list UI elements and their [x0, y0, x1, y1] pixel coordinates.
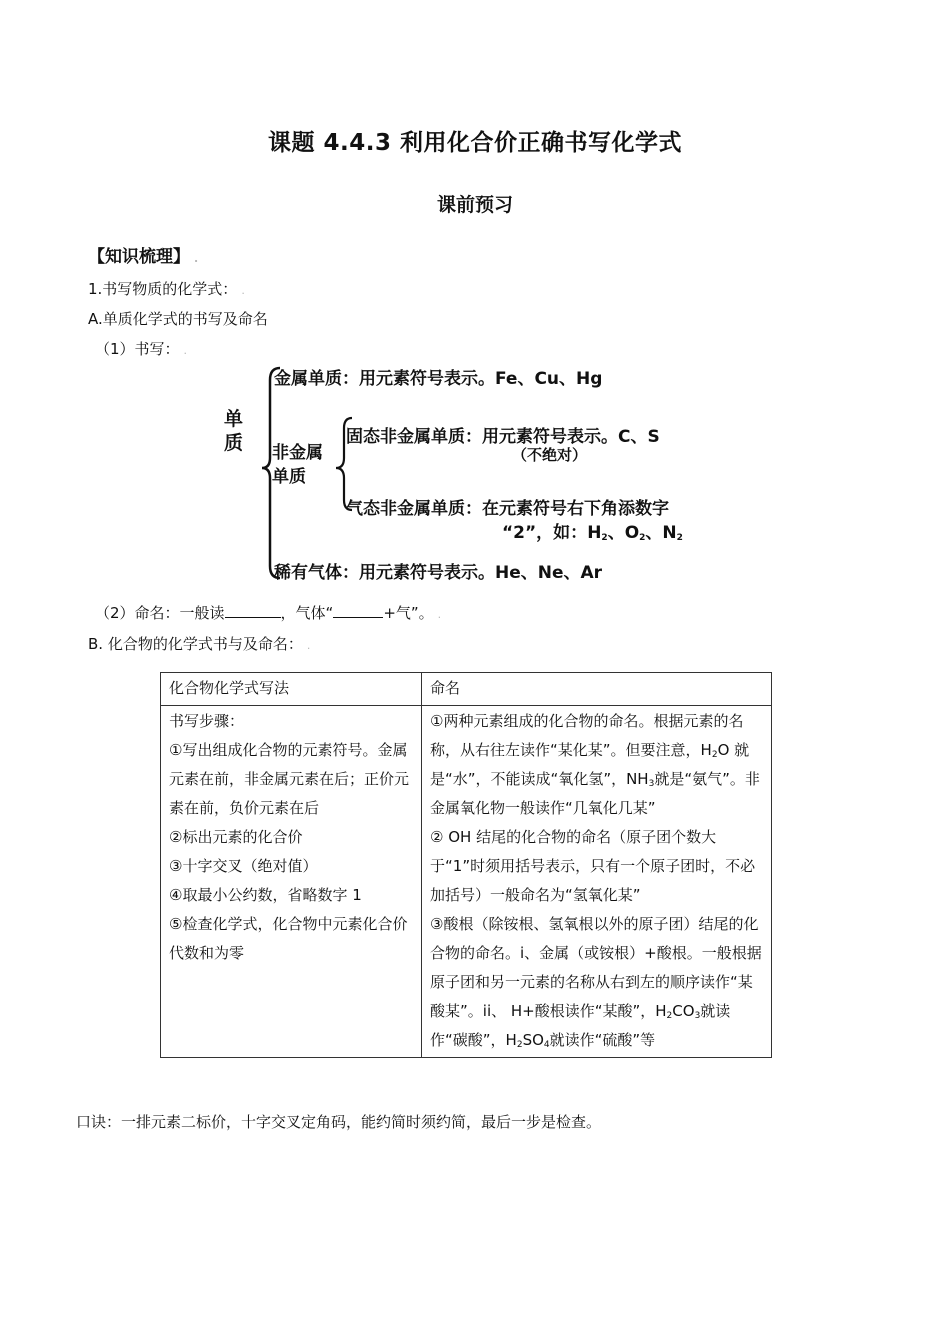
diagram-solid: 固态非金属单质：用元素符号表示。C、S: [346, 427, 660, 447]
naming-rule-3: ③酸根（除铵根、氢氧根以外的原子团）结尾的化合物的命名。i、金属（或铵根）+酸根。一般根据原子团和另一元素的名称从右到左的顺序读作“某酸某”。ii、 H+酸根读作“某酸”，$H_2CO_3$就读作“碳酸”，$H_2SO_4$就读作“硫酸”等: [430, 915, 762, 1050]
step-title: 书写步骤：: [169, 712, 245, 730]
page-subtitle: 课前预习: [436, 194, 513, 216]
writing-steps-cell: [161, 706, 422, 1058]
element-substance-diagram: [220, 358, 740, 590]
step-4: ④取最小公约数，省略数字 1: [169, 886, 362, 904]
line-naming: （2）命名：一般读 ，气体“ +气”。 .: [95, 604, 442, 622]
diagram-nonmetal-1: 非金属: [272, 443, 323, 463]
table-header-row: [161, 673, 772, 706]
step-1: ①写出组成化合物的元素符号。金属元素在前，非金属元素在后；正价元素在前，负价元素在后: [169, 741, 410, 817]
diagram-gas-note: “2”，如：$H_2$、$O_2$、$N_2$: [502, 523, 683, 543]
diagram-solid-note: （不绝对）: [512, 446, 588, 464]
compound-table: [160, 672, 772, 1058]
diagram-metal: 金属单质：用元素符号表示。Fe、Cu、Hg: [274, 369, 603, 389]
naming-rules-cell: [422, 706, 772, 1058]
line-compound: B. 化合物的化学式书与及命名： .: [88, 635, 311, 653]
page-title: 课题 4.4.3 利用化合价正确书写化学式: [268, 130, 682, 156]
diagram-root-2: 质: [224, 432, 244, 454]
table-header-writing: 化合物化学式写法: [161, 673, 422, 706]
naming-rule-1: ①两种元素组成的化合物的命名。根据元素的名称，从右往左读作“某化某”。但要注意，$H_2O$ 就是“水”，不能读成“氧化氢”，$NH_3$就是“氨气”。非金属氧化物一般读作“几氧化几某”: [430, 712, 760, 817]
line-formula-writing: 1.书写物质的化学式： .: [88, 280, 245, 298]
line-writing-label: （1）书写： .: [95, 340, 188, 358]
line-element-substance: A.单质化学式的书写及命名: [88, 310, 268, 328]
step-2: ②标出元素的化合价: [169, 828, 303, 846]
naming-rule-2: ② OH 结尾的化合物的命名（原子团个数大于“1”时须用括号表示，只有一个原子团时，不必加括号）一般命名为“氢氧化某”: [430, 828, 756, 904]
diagram-noble-gas: 稀有气体：用元素符号表示。He、Ne、Ar: [274, 563, 603, 583]
table-header-naming: 命名: [422, 673, 772, 706]
mnemonic: 口诀：一排元素二标价，十字交叉定角码，能约简时须约简，最后一步是检查。: [76, 1113, 602, 1131]
step-5: ⑤检查化学式，化合物中元素化合价代数和为零: [169, 915, 408, 962]
blank-1[interactable]: [225, 603, 281, 618]
diagram-nonmetal-2: 单质: [272, 467, 306, 487]
section-heading: 【知识梳理】 .: [88, 247, 199, 267]
diagram-root-1: 单: [224, 408, 244, 430]
diagram-gas: 气态非金属单质：在元素符号右下角添数字: [346, 499, 669, 519]
table-row: [161, 706, 772, 1058]
step-3: ③十字交叉（绝对值）: [169, 857, 318, 875]
blank-2[interactable]: [333, 603, 383, 618]
